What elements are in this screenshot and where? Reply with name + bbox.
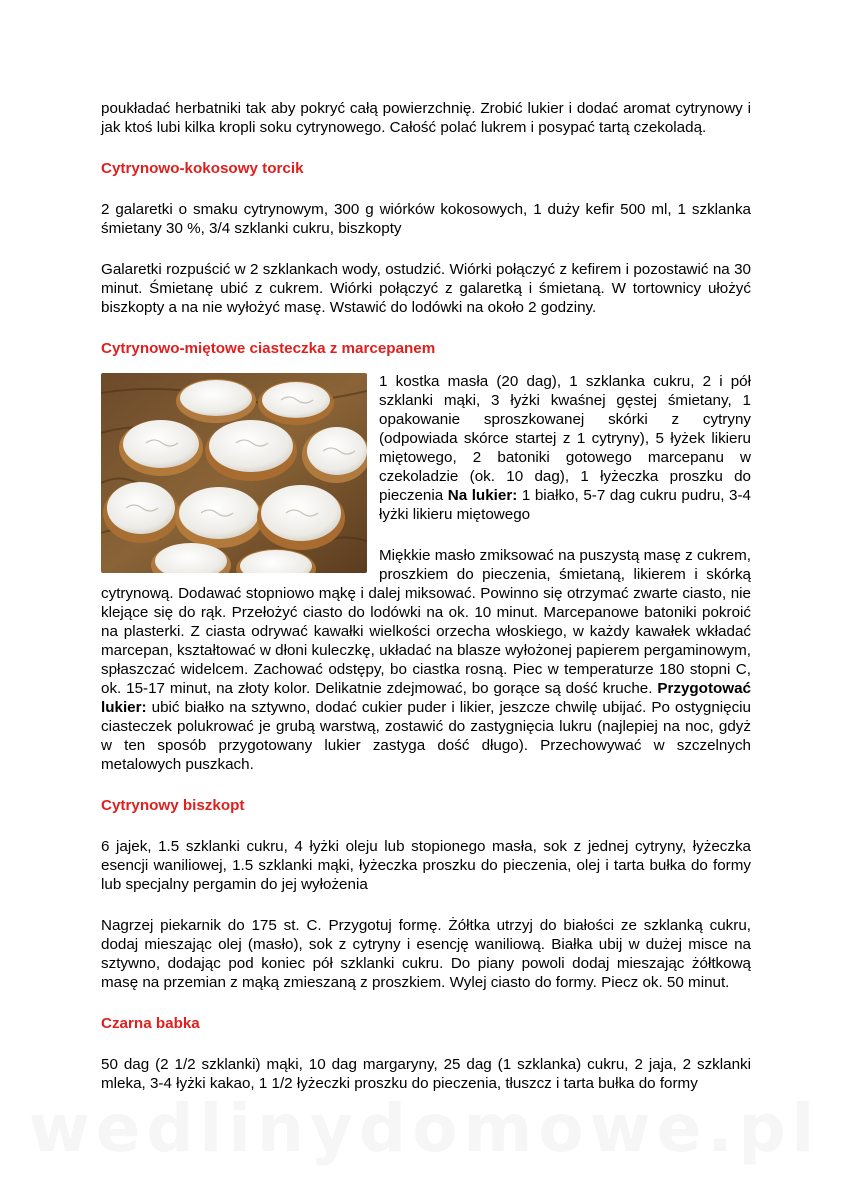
recipe-title-babka: Czarna babka — [101, 1015, 200, 1032]
recipe-title-ciasteczka: Cytrynowo-miętowe ciasteczka z marcepanem — [101, 340, 436, 357]
recipe-ingredients-biszkopt: 6 jajek, 1.5 szklanki cukru, 4 łyżki oleju lub stopionego masła, sok z jednej cytryny, łyżeczka esencji waniliowej, 1.5 szklanki mąki, łyżeczka proszku do pieczenia, olej i tarta bułka do formy lub specjalny pergamin do jej wyłożenia — [101, 838, 751, 893]
recipe-ingredients-torcik: 2 galaretki o smaku cytrynowym, 300 g wiórków kokosowych, 1 duży kefir 500 ml, 1 szklanka śmietany 30 %, 3/4 szklanki cukru, biszkopty — [101, 201, 751, 237]
recipe-title-biszkopt: Cytrynowy biszkopt — [101, 797, 245, 814]
watermark-logo: wedlinydomowe.pl — [28, 1090, 821, 1167]
recipe-method-torcik: Galaretki rozpuścić w 2 szklankach wody, ostudzić. Wiórki połączyć z kefirem i pozostawić na 30 minut. Śmietanę ubić z cukrem. Wiórki połączyć z galaretką i śmietaną. W tortownicy ułożyć biszkopty a na nie wyłożyć masę. Wstawić do lodówki na około 2 godziny. — [101, 261, 751, 316]
cookies-photo — [101, 373, 367, 573]
document-page — [101, 99, 751, 1093]
recipe-title-torcik: Cytrynowo-kokosowy torcik — [101, 160, 304, 177]
recipe-ingredients-babka: 50 dag (2 1/2 szklanki) mąki, 10 dag margaryny, 25 dag (1 szklanka) cukru, 2 jaja, 2 szklanki mleka, 3-4 łyżki kakao, 1 1/2 łyżeczki proszku do pieczenia, tłuszcz i tarta bułka do formy — [101, 1056, 751, 1092]
recipe-method-biszkopt: Nagrzej piekarnik do 175 st. C. Przygotuj formę. Żółtka utrzyj do białości ze szklanką cukru, dodaj mieszając olej (masło), sok z cytryny i esencję waniliową. Białka ubij w dużej misce na sztywno, dodając pod koniec pół szklanki cukru. Do piany powoli dodaj mieszając żółtkową masę na przemian z mąką zmieszaną z proszkiem. Wylej ciasto do formy. Piecz ok. 50 minut. — [101, 917, 751, 991]
recipe-method-ciasteczka: Miękkie masło zmiksować na puszystą masę z cukrem, proszkiem do pieczenia, śmietaną, likierem i skórką cytrynową. Dodawać stopniowo mąkę i dalej miksować. Powinno się otrzymać zwarte ciasto, nie klejące się do rąk. Przełożyć ciasto do lodówki na ok. 10 minut. Marcepanowe batoniki pokroić na plasterki. Z ciasta odrywać kawałki wielkości orzecha włoskiego, w każdy kawałek wkładać marcepan, kształtować w dłoni kuleczkę, układać na blasze wyłożonej papierem pergaminowym, spłaszczać widelcem. Zachować odstępy, bo ciastka rosną. Piec w temperaturze 180 stopni C, ok. 15-17 minut, na złoty kolor. Delikatnie zdejmować, bo gorące są dość kruche. Przygotować lukier: ubić białko na sztywno, dodać cukier puder i likier, jeszcze chwilę ubijać. Po ostygnięciu ciasteczek polukrować je grubą warstwą, zostawić do zastygnięcia lukru (najlepiej na noc, gdyż w ten sposób przygotowany lukier zastyga dość długo). Przechowywać w szczelnych metalowych puszkach. — [101, 547, 751, 773]
intro-paragraph: poukładać herbatniki tak aby pokryć całą powierzchnię. Zrobić lukier i dodać aromat cytrynowy i jak ktoś lubi kilka kropli soku cytrynowego. Całość polać lukrem i posypać tartą czekoladą. — [101, 100, 751, 136]
recipe-ingredients-ciasteczka: 1 kostka masła (20 dag), 1 szklanka cukru, 2 i pół szklanki mąki, 3 łyżki kwaśnej gęstej śmietany, 1 opakowanie sproszkowanej skórki z cytryny (odpowiada skórce startej z 1 cytryny), 5 łyżek likieru miętowego, 2 batoniki gotowego marcepanu w czekoladzie (ok. 10 dag), 1 łyżeczka proszku do pieczenia Na lukier: 1 białko, 5-7 dag cukru pudru, 3-4 łyżki likieru miętowego — [379, 373, 752, 523]
